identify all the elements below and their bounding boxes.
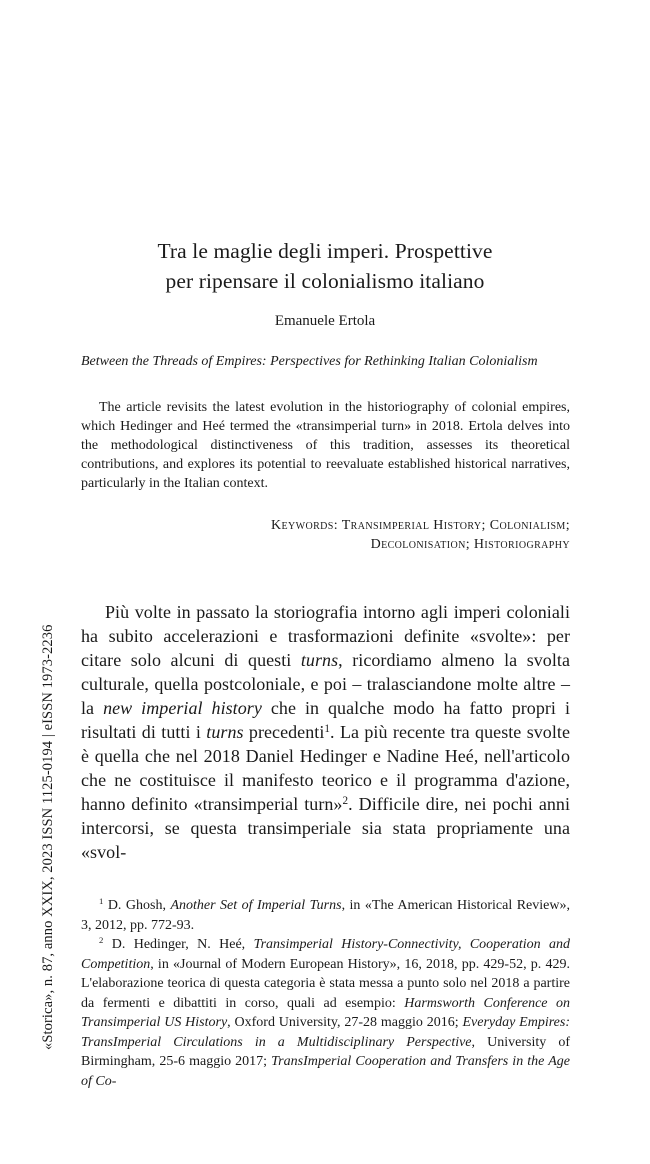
article-title-line-1: Tra le maglie degli imperi. Prospettive — [157, 239, 493, 263]
body-italic-turns: turns — [206, 722, 244, 742]
footnote-italic: TransImperial Cooperation and Transfers in the Age of Co- — [81, 1054, 570, 1089]
footnote-text: , Oxford University, 27-28 maggio 2016; — [227, 1015, 463, 1030]
body-italic-turns: turns — [300, 650, 339, 670]
footnote-italic: Everyday Empires: TransImperial Circulations in a Multidisciplinary Perspective — [81, 1015, 570, 1050]
footnote-1 — [81, 896, 570, 935]
body-text-run: Più volte in passato la storiografia intorno agli imperi coloniali ha subito accelerazioni e trasformazioni definite «svolte»: per citare solo alcuni di questi — [81, 602, 570, 670]
english-title: Between the Threads of Empires: Perspectives for Rethinking Italian Colonialism — [81, 354, 538, 369]
body-text-run: , ricordiamo almeno la svolta culturale, quella postcoloniale, e poi – tralasciandone molte altre – la — [81, 650, 570, 718]
author-name: Emanuele Ertola — [274, 313, 376, 329]
body-paragraph — [81, 600, 570, 864]
footnote-2 — [81, 935, 570, 1091]
footnote-text: D. Hedinger, N. Heé, — [103, 937, 254, 952]
article-title-line-2: per ripensare il colonialismo italiano — [165, 269, 485, 293]
footnote-italic: Another Set of Imperial Turns — [170, 898, 342, 913]
keywords-label: Keywords — [271, 518, 334, 533]
footnote-text: D. Ghosh, — [103, 898, 171, 913]
body-text-run: . Difficile dire, nei pochi anni intercorsi, se questa transimperiale sia stata propriamente una «svol- — [81, 794, 571, 862]
footnote-text: , in «Journal of Modern European History», 16, 2018, pp. 429-52, p. 429. L'elaborazione teorica di questa categoria è stata messa a punto solo nel 2018 a partire da fermenti e dibattiti in corso, quali ad esempio: — [81, 956, 570, 1011]
journal-margin-note: «Storica», n. 87, anno XXIX, 2023 ISSN 1125-0194 | eISSN 1973-2236 — [40, 624, 56, 1050]
body-italic-new-imperial-history: new imperial history — [103, 698, 262, 718]
footnote-text: , in «The American Historical Review», 3, 2012, pp. 772-93. — [81, 898, 570, 933]
footnote-reference-1[interactable]: 1 — [324, 722, 331, 735]
footnote-italic: Harmsworth Conference on Transimperial US History — [81, 995, 570, 1030]
body-text-run: . La più recente tra queste svolte è quella che nel 2018 Daniel Hedinger e Nadine Heé, nell'articolo che ne costituisce il manifesto teorico e il programma d'azione, hanno definito «transimperial turn» — [81, 722, 570, 814]
keywords: Keywords: Transimperial History; Colonialism; Decolonisation; Historiography — [271, 518, 570, 552]
footnote-reference-2[interactable]: 2 — [342, 794, 349, 807]
keywords-line-1: Transimperial History; Colonialism; — [341, 518, 570, 533]
footnote-text: , University of Birmingham, 25-6 maggio 2017; — [81, 1034, 571, 1069]
article-title — [80, 236, 570, 296]
footnote-italic: Transimperial History-Connectivity, Cooperation and Competition — [81, 937, 570, 972]
footnote-number: 1 — [99, 896, 104, 907]
footnotes — [81, 896, 570, 1091]
body-text-run: che in qualche modo ha fatto propri i risultati di tutti i — [81, 698, 570, 742]
abstract: The article revisits the latest evolution in the historiography of colonial empires, which Hedinger and Heé termed the «transimperial turn» in 2018. Ertola delves into the methodological distinctiveness of this tradition, assesses its theoretical contributions, and explores its potential to reevaluate established historical narratives, particularly in the Italian context. — [81, 400, 570, 491]
body-text-run: precedenti — [243, 722, 325, 742]
keywords-line-2: Decolonisation; Historiography — [370, 537, 570, 552]
footnote-number: 2 — [99, 935, 104, 946]
